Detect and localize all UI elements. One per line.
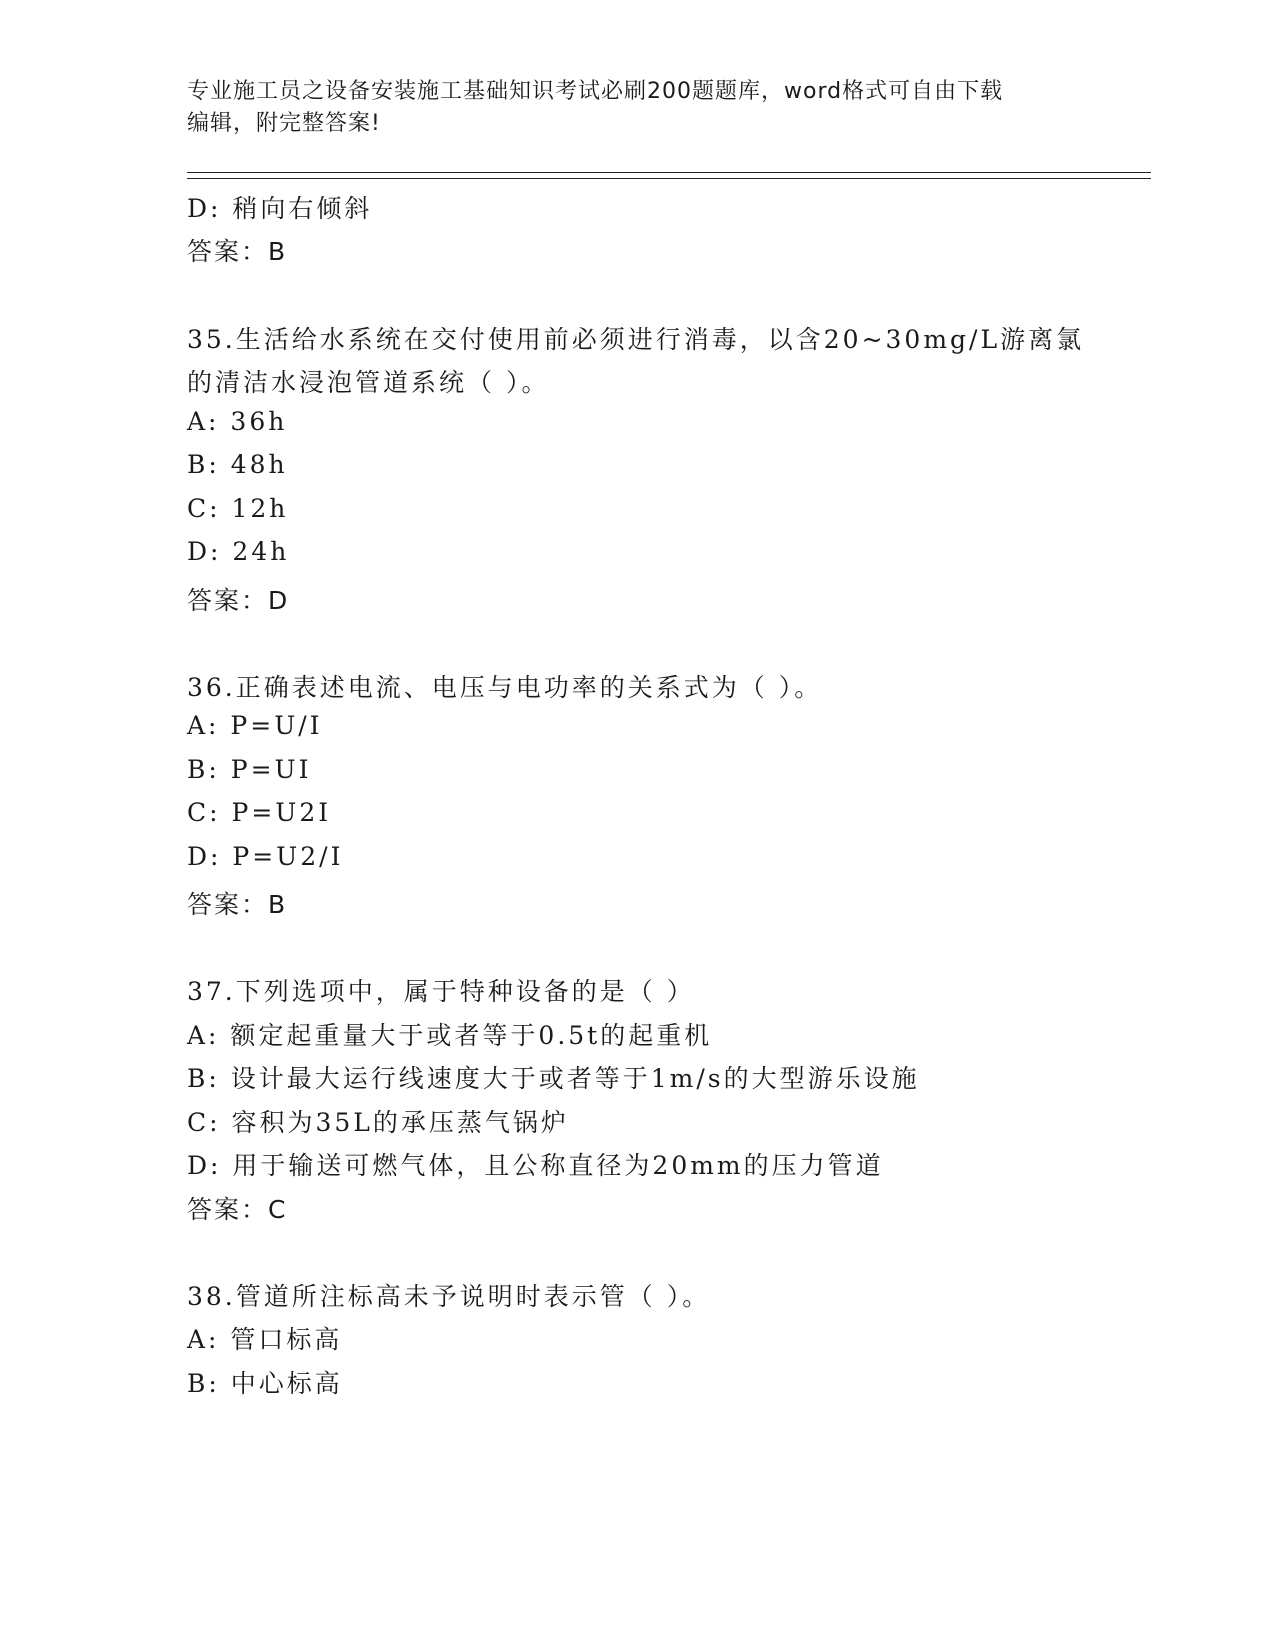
q35-option-d: D: 24h [187,537,290,566]
header-divider-top [187,172,1151,173]
q35-option-b: B: 48h [187,450,288,479]
q37-option-c: C: 容积为35L的承压蒸气锅炉 [187,1108,569,1137]
q38-option-a: A: 管口标高 [187,1325,343,1354]
q35-option-c: C: 12h [187,494,289,523]
q36-option-a: A: P=U/I [187,711,323,740]
q35-stem-line-2: 的清洁水浸泡管道系统（ ）。 [187,368,550,397]
q36-answer: 答案：B [187,890,288,919]
header-divider-bottom [187,178,1151,179]
q38-option-b: B: 中心标高 [187,1369,343,1398]
q37-answer: 答案：C [187,1195,288,1224]
document-header-line-2: 编辑，附完整答案! [187,111,381,136]
document-header-line-1: 专业施工员之设备安装施工基础知识考试必刷200题题库，word格式可自由下载 [187,79,1004,104]
q38-stem: 38.管道所注标高未予说明时表示管（ ）。 [187,1282,711,1311]
q36-option-c: C: P=U2I [187,798,332,827]
q35-option-a: A: 36h [187,407,288,436]
q35-stem-line-1: 35.生活给水系统在交付使用前必须进行消毒，以含20~30mg/L游离氯 [187,325,1085,354]
q37-stem: 37.下列选项中，属于特种设备的是（ ） [187,977,695,1006]
q37-option-b: B: 设计最大运行线速度大于或者等于1m/s的大型游乐设施 [187,1064,920,1093]
prev-option-d: D: 稍向右倾斜 [187,194,373,223]
q35-answer: 答案：D [187,586,290,615]
q37-option-d: D: 用于输送可燃气体，且公称直径为20mm的压力管道 [187,1151,884,1180]
q37-option-a: A: 额定起重量大于或者等于0.5t的起重机 [187,1021,713,1050]
q36-option-d: D: P=U2/I [187,842,344,871]
q36-stem: 36.正确表述电流、电压与电功率的关系式为（ ）。 [187,673,823,702]
q36-option-b: B: P=UI [187,755,312,784]
prev-answer: 答案：B [187,237,288,266]
